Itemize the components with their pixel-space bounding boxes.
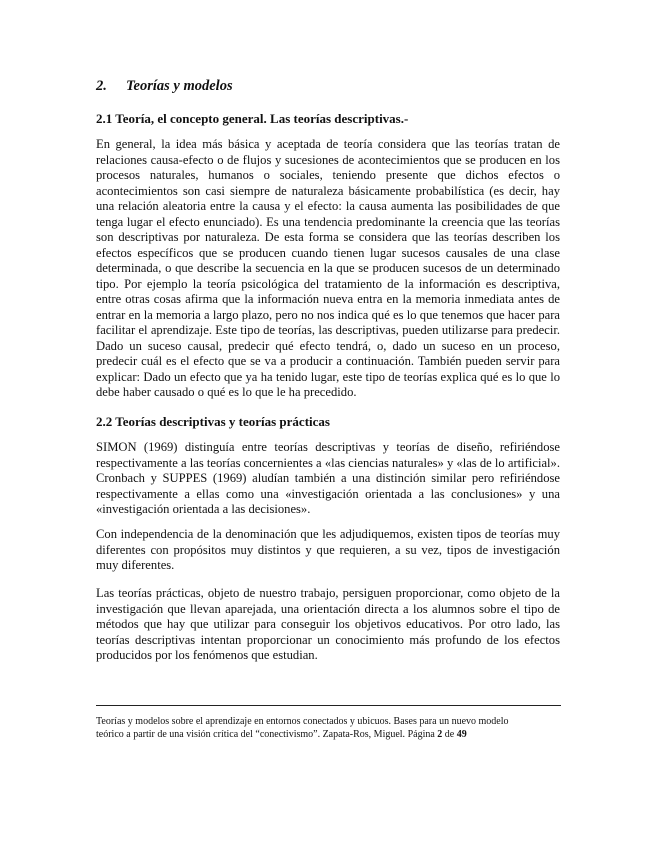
page-of: de	[444, 729, 455, 740]
page-total: 49	[456, 729, 467, 740]
subsection-heading-2-1: 2.1 Teoría, el concepto general. Las teorías descriptivas.-	[96, 111, 409, 126]
footer-authors: Zapata-Ros, Miguel.	[322, 729, 406, 740]
section-number: 2.	[96, 78, 107, 94]
footer-divider	[96, 705, 561, 706]
paragraph-2-2-b: Con independencia de la denominación que les adjudiquemos, existen tipos de teorías muy diferentes con propósitos muy distintos y que requieren, a su vez, tipos de investigación muy diferentes.	[96, 527, 560, 572]
section-heading	[96, 78, 233, 95]
footer-line-1: Teorías y modelos sobre el aprendizaje en entornos conectados y ubicuos. Bases para un nuevo modelo	[96, 716, 509, 727]
subsection-heading-2-2: 2.2 Teorías descriptivas y teorías prácticas	[96, 414, 330, 429]
page-footer	[96, 715, 566, 741]
footer-line-2	[96, 728, 566, 741]
paragraph-2-1: En general, la idea más básica y aceptada de teoría considera que las teorías tratan de relaciones causa-efecto o de flujos y sucesiones de acontecimientos que se producen en los procesos naturales, humanos o sociales, teniendo presente que dichos efectos o acontecimientos son casi siempre de naturaleza básicamente probabilística (es decir, hay una relación aleatoria entre la causa y el efecto: la causa aumenta las posibilidades de que tenga lugar el efecto enunciado). Es una tendencia predominante la creencia que las teorías son descriptivas por naturaleza. De esta forma se considera que las teorías describen los efectos específicos que se producen cuando tienen lugar sucesos causales de una clase determinada, o que describe la secuencia en la que se producen sucesos de un determinado tipo. Por ejemplo la teoría psicológica del tratamiento de la información es descriptiva, entre otras cosas afirma que la información nueva entra en la memoria inmediata antes de entrar en la memoria a largo plazo, pero no nos indica qué es lo que tenemos que hacer para facilitar el aprendizaje. Este tipo de teorías, las descriptivas, pueden utilizarse para predecir. Dado un suceso causal, predecir qué efecto tendrá, o, dado un suceso en un proceso, predecir cuál es el efecto que se va a producir a continuación. También pueden servir para explicar: Dado un efecto que ya ha tenido lugar, este tipo de teorías explica qué es lo que lo debe haber causado o qué es lo que le ha precedido.	[96, 137, 560, 399]
footer-title-part: teórico a partir de una visión crítica del “conectivismo”.	[96, 729, 321, 740]
paragraph-2-2-c: Las teorías prácticas, objeto de nuestro trabajo, persiguen proporcionar, como objeto de la investigación que llevan aparejada, una orientación directa a los alumnos sobre el tipo de métodos que hay que utilizar para conseguir los objetivos educativos. Por otro lado, las teorías descriptivas intentan proporcionar un conocimiento más profundo de los efectos producidos por los fenómenos que estudian.	[96, 586, 560, 662]
section-title: Teorías y modelos	[126, 78, 233, 94]
page-label: Página	[407, 729, 435, 740]
page-current: 2	[437, 729, 443, 740]
paragraph-2-2-a: SIMON (1969) distinguía entre teorías descriptivas y teorías de diseño, refiriéndose respectivamente a las teorías concernientes a «las ciencias naturales» y «las de lo artificial». Cronbach y SUPPES (1969) aludían también a una distinción similar pero refiriéndose respectivamente a ellas como una «investigación orientada a las conclusiones» y una «investigación orientada a las decisiones».	[96, 440, 560, 516]
